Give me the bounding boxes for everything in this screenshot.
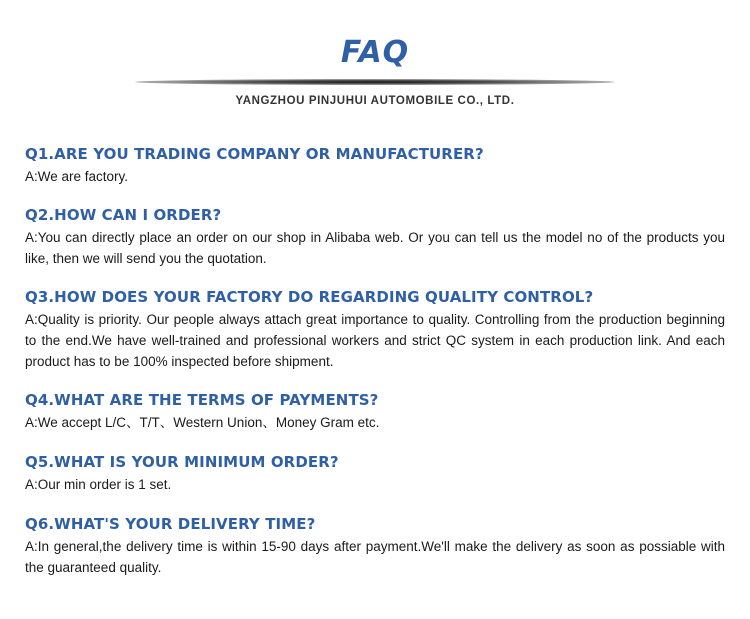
faq-answer: A:Our min order is 1 set. [25,477,172,492]
faq-answer: A:We accept L/C、T/T、Western Union、Money Gram etc. [25,415,380,430]
title-divider [135,79,615,85]
faq-item-q4 [25,391,725,433]
faq-question: Q4.WHAT ARE THE TERMS OF PAYMENTS? [25,391,379,409]
page-header [0,0,750,120]
faq-answer: A:We are factory. [25,169,129,184]
faq-question: Q1.ARE YOU TRADING COMPANY OR MANUFACTURER? [25,145,484,163]
faq-item-q5 [25,453,725,495]
faq-question: Q3.HOW DOES YOUR FACTORY DO REGARDING QUALITY CONTROL? [25,288,594,306]
faq-question: Q2.HOW CAN I ORDER? [25,206,222,224]
faq-answer: A:In general,the delivery time is within 15-90 days after payment.We'll make the delivery as soon as possiable with the guaranteed quality. [25,539,725,575]
faq-item-q3 [25,288,725,372]
page-title: FAQ [340,35,410,70]
company-name: YANGZHOU PINJUHUI AUTOMOBILE CO., LTD. [235,95,515,107]
faq-question: Q6.WHAT'S YOUR DELIVERY TIME? [25,515,316,533]
faq-item-q2 [25,206,725,269]
faq-answer: A:Quality is priority. Our people always attach great importance to quality. Controlling from the production beginning to the end.We have well-trained and professional workers and strict QC system in each production link. And each product has to be 100% inspected before shipment. [25,312,725,369]
faq-question: Q5.WHAT IS YOUR MINIMUM ORDER? [25,453,339,471]
faq-item-q1 [25,145,725,187]
faq-item-q6 [25,515,725,578]
faq-list [25,145,725,578]
faq-answer: A:You can directly place an order on our shop in Alibaba web. Or you can tell us the model no of the products you like, then we will send you the quotation. [25,230,725,266]
